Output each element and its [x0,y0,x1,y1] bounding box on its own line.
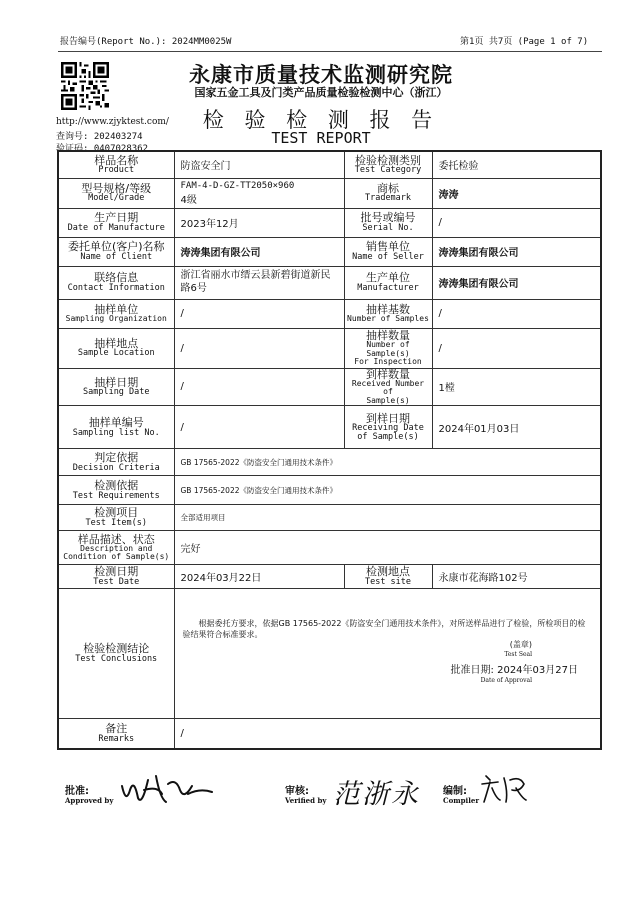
mfg-date-value: 2023年12月 [174,208,344,237]
sampling-date-value: / [174,368,344,406]
serial-value: / [432,208,601,237]
criteria-label: 判定依据 Decision Criteria [58,449,174,476]
contact-value: 浙江省丽水市缙云县新碧街道新民路6号 [174,266,344,299]
remarks-label: 备注 Remarks [58,719,174,749]
table-row [58,368,601,406]
compiler-signature [480,770,530,806]
manufacturer-value: 涛涛集团有限公司 [432,266,601,299]
product-value: 防盗安全门 [174,151,344,178]
mfg-date-label: 生产日期 Date of Manufacture [58,208,174,237]
sampling-list-value: / [174,406,344,449]
test-date-label: 检测日期 Test Date [58,565,174,589]
approver-signature [118,768,218,808]
receiving-date-label: 到样日期 Receiving Date of Sample(s) [344,406,432,449]
sample-qty-label: 抽样数量 Number of Sample(s) For Inspection [344,328,432,368]
approval-date-en: Date of Approval [480,677,532,685]
seller-label: 销售单位 Name of Seller [344,237,432,266]
table-row [58,237,601,266]
seller-value: 涛涛集团有限公司 [432,237,601,266]
table-row [58,208,601,237]
compiler-label-en: Compiler [443,796,480,805]
sample-location-label: 抽样地点 Sample Location [58,328,174,368]
seal-label: (盖章) [509,640,532,650]
sample-location-value: / [174,328,344,368]
model-label: 型号规格/等级 Model/Grade [58,178,174,208]
items-value: 全部适用项目 [174,505,601,531]
table-row [58,406,601,449]
received-qty-value: 1樘 [432,368,601,406]
test-date-value: 2024年03月22日 [174,565,344,589]
contact-label: 联络信息 Contact Information [58,266,174,299]
sampling-list-label: 抽样单编号 Sampling list No. [58,406,174,449]
table-row [58,719,601,749]
num-samples-label: 抽样基数 Number of Samples [344,299,432,328]
table-row [58,266,601,299]
sampling-org-label: 抽样单位 Sampling Organization [58,299,174,328]
report-table [57,150,602,750]
description-value: 完好 [174,531,601,565]
num-samples-value: / [432,299,601,328]
report-title-en: TEST REPORT [271,129,371,147]
conclusion-label: 检验检测结论 Test Conclusions [58,589,174,719]
client-value: 涛涛集团有限公司 [174,237,344,266]
table-row [58,505,601,531]
seal-label-en: Test Seal [504,651,532,659]
criteria-value: GB 17565-2022《防盗安全门通用技术条件》 [174,449,601,476]
verified-label-en: Verified by [285,796,327,805]
table-row [58,328,601,368]
table-row [58,589,601,719]
approved-label: 批准: [65,786,89,797]
page-indicator: 第1页 共7页 (Page 1 of 7) [460,37,589,47]
header-rule [58,51,602,52]
verifier-signature: 范浙永 [333,779,420,810]
items-label: 检测项目 Test Item(s) [58,505,174,531]
query-code: 查询号: 202403274 [56,132,143,142]
client-label: 委托单位(客户)名称 Name of Client [58,237,174,266]
conclusion-cell [174,589,601,719]
sampling-org-value: / [174,299,344,328]
qr-code-icon [61,62,109,110]
approval-date: 批准日期: 2024年03月27日 [450,665,578,677]
test-site-label: 检测地点 Test site [344,565,432,589]
category-value: 委托检验 [432,151,601,178]
trademark-label: 商标 Trademark [344,178,432,208]
trademark-value: 涛涛 [432,178,601,208]
sampling-date-label: 抽样日期 Sampling Date [58,368,174,406]
verified-label: 审核: [285,786,309,797]
verify-code: 验证码: 0407028362 [56,144,149,154]
table-row [58,476,601,505]
receiving-date-value: 2024年01月03日 [432,406,601,449]
remarks-value: / [174,719,601,749]
approved-label-en: Approved by [65,796,114,805]
category-label: 检验检测类别 Test Category [344,151,432,178]
website-url: http://www.zjyktest.com/ [56,117,169,127]
table-row [58,299,601,328]
report-title: 检 验 检 测 报 告 [202,108,440,132]
description-label: 样品描述、状态 Description and Condition of Sample(s) [58,531,174,565]
sample-qty-value: / [432,328,601,368]
compiler-label: 编制: [443,786,467,797]
product-label: 样品名称 Product [58,151,174,178]
requirements-value: GB 17565-2022《防盗安全门通用技术条件》 [174,476,601,505]
report-number: 报告编号(Report No.): 2024MM0025W [60,37,232,47]
requirements-label: 检测依据 Test Requirements [58,476,174,505]
table-row [58,151,601,178]
conclusion-text: 根据委托方要求，依据GB 17565-2022《防盗安全门通用技术条件》，对所送样品进行了检验，所检项目的检验结果符合标准要求。 [182,618,586,640]
center-name: 国家五金工具及门类产品质量检验检测中心（浙江） [194,86,448,99]
test-site-value: 永康市花海路102号 [432,565,601,589]
received-qty-label: 到样数量 Received Number of Sample(s) [344,368,432,406]
manufacturer-label: 生产单位 Manufacturer [344,266,432,299]
table-row [58,449,601,476]
organization-name: 永康市质量技术监测研究院 [189,62,453,87]
serial-label: 批号或编号 Serial No. [344,208,432,237]
table-row [58,178,601,208]
model-value: FAM-4-D-GZ-TT2050×960 4级 [174,178,344,208]
table-row [58,565,601,589]
table-row [58,531,601,565]
